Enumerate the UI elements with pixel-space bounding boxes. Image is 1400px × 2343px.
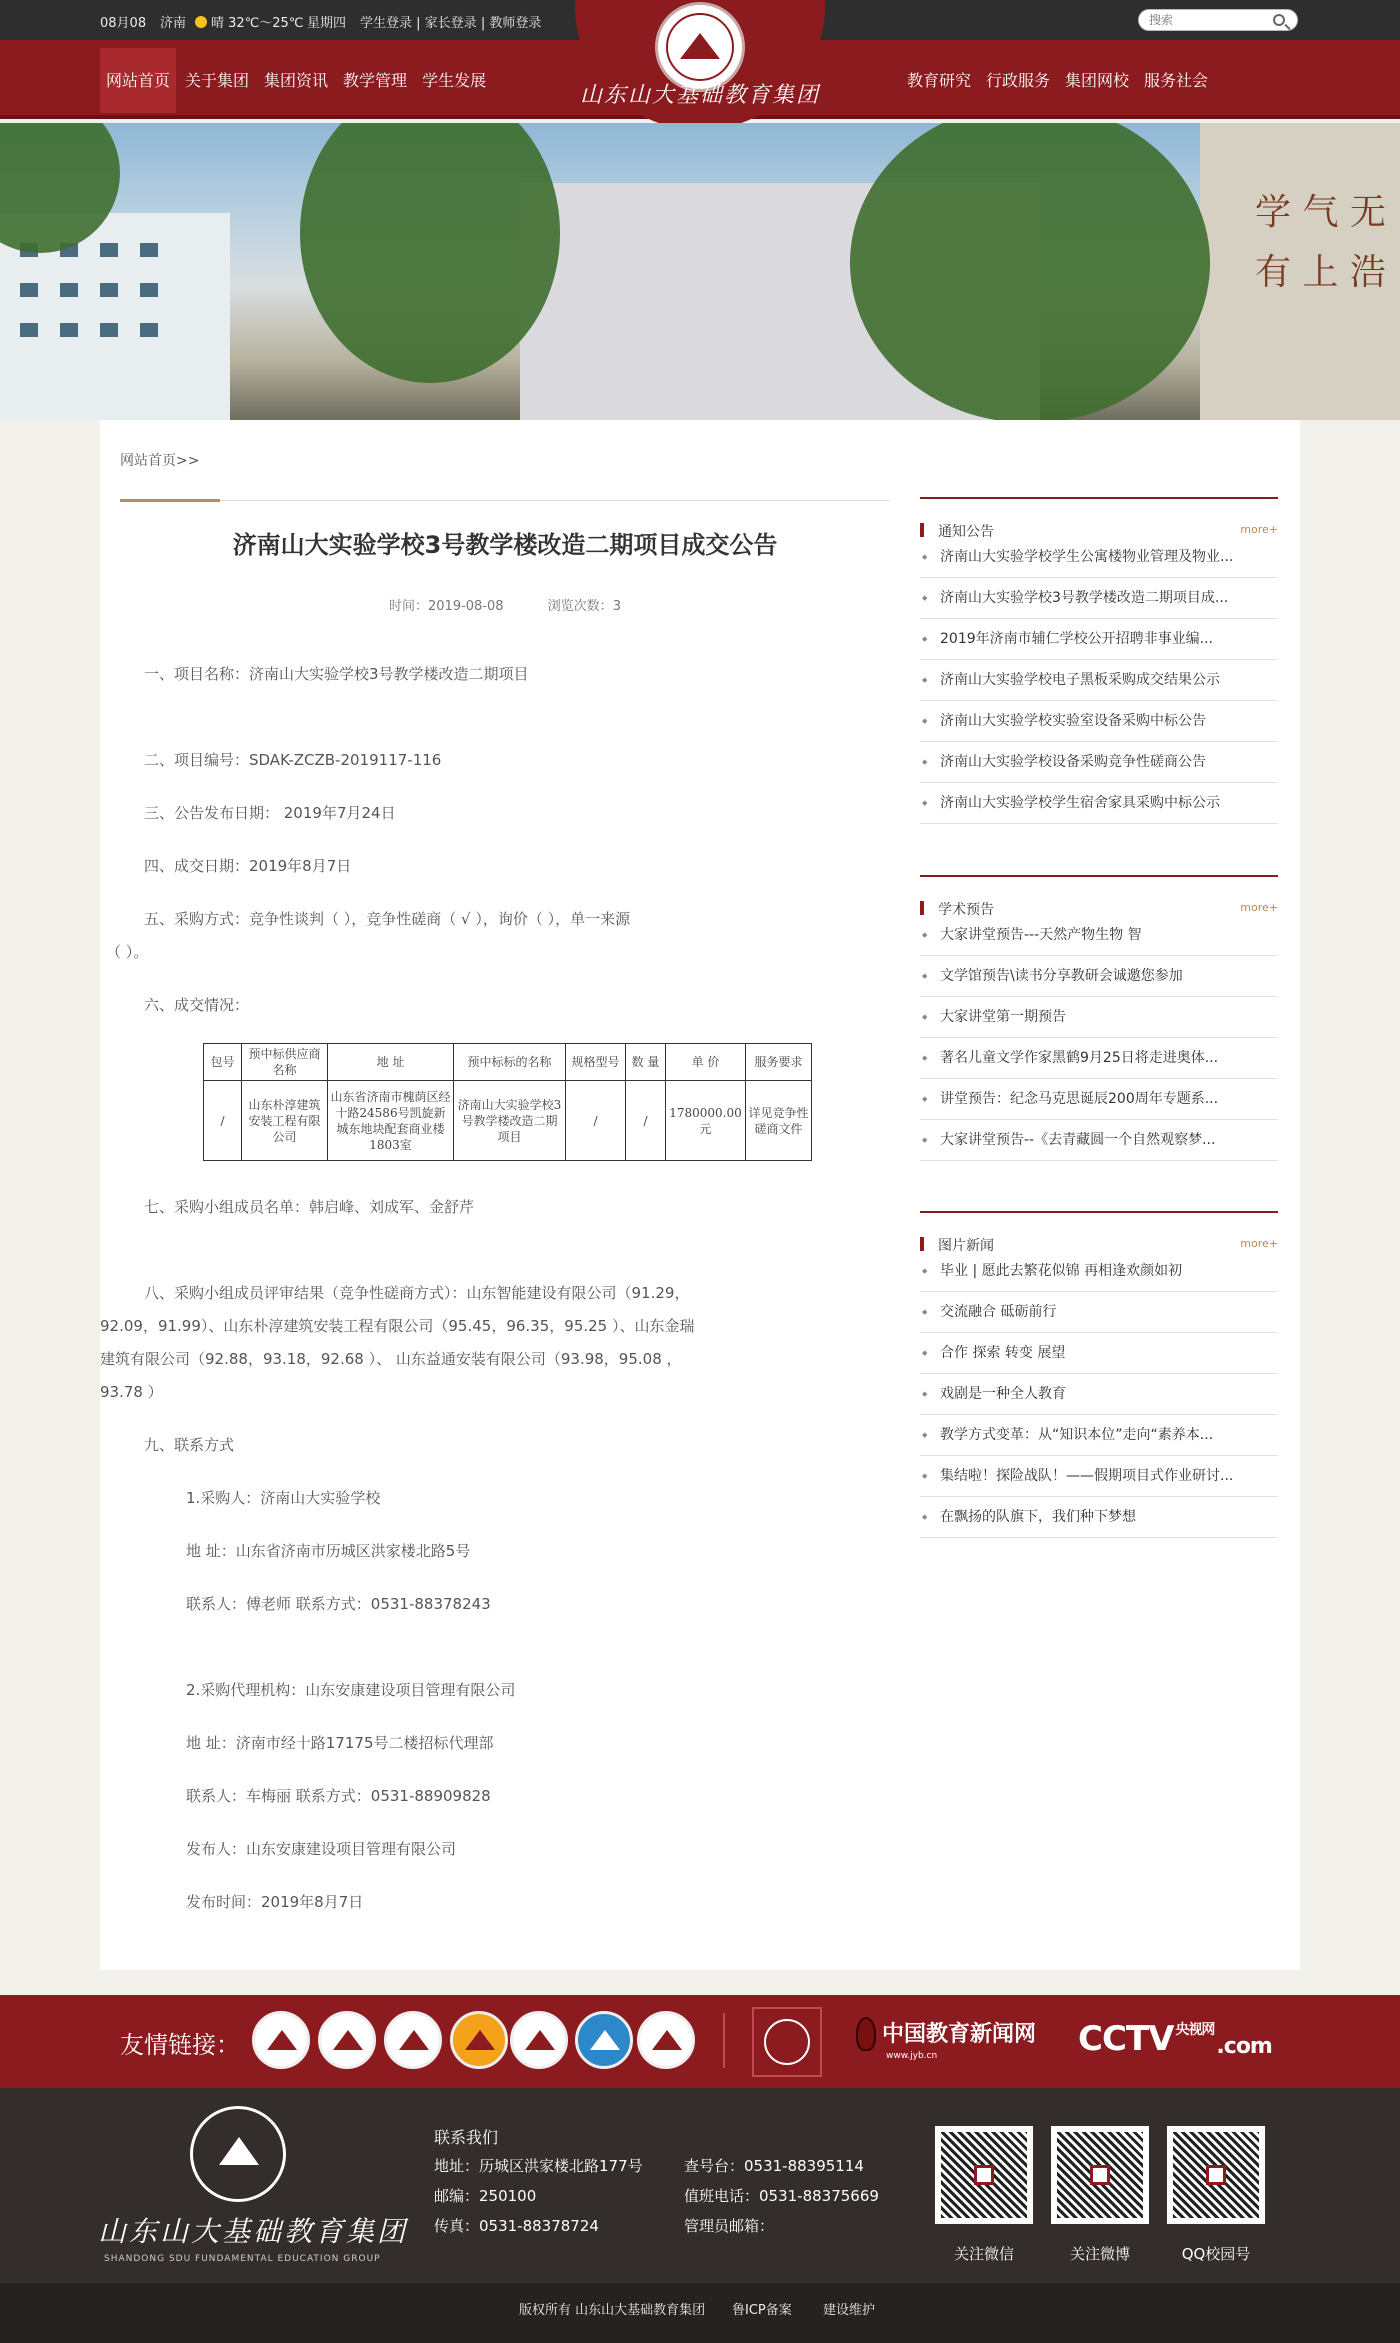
article-title: 济南山大实验学校3号教学楼改造二期项目成交公告 (232, 531, 778, 559)
partner-logo-icon[interactable] (318, 2011, 376, 2069)
article-views: 浏览次数：3 (547, 599, 621, 614)
nav-item-teaching[interactable]: 教学管理 (343, 71, 408, 90)
table-row (204, 1081, 812, 1161)
breadcrumb-divider (120, 500, 890, 501)
table-header-row (204, 1044, 812, 1081)
hero-banner-image (0, 123, 1400, 420)
weibo-label[interactable]: 关注微博 (1069, 2245, 1130, 2263)
edu-news-link[interactable] (856, 2017, 1036, 2061)
student-login-link[interactable]: 学生登录 (360, 16, 413, 31)
article-p16: 发布人：山东安康建设项目管理有限公司 (186, 1840, 457, 1858)
friendly-links-bar (0, 1995, 1400, 2088)
weekday-text: 星期四 (307, 16, 347, 31)
list-item[interactable]: ◆ 毕业 | 愿此去繁花似锦 再相逢欢颜如初 (920, 1251, 1278, 1292)
list-item[interactable]: ◆ 教学方式变革：从“知识本位”走向“素养本... (920, 1415, 1278, 1456)
photo-news-more-link[interactable]: more+ (1240, 1237, 1278, 1250)
group-logo-icon[interactable] (752, 2007, 822, 2077)
article-p7: 七、采购小组成员名单：韩启峰、刘成军、金舒芹 (144, 1198, 475, 1216)
search-box (1138, 9, 1298, 31)
sidebar-notices (920, 497, 1278, 824)
weather-text (195, 12, 303, 31)
nav-right (907, 68, 1223, 91)
contact-title (434, 2123, 498, 2153)
list-item[interactable]: ◆ 济南山大实验学校3号教学楼改造二期项目成... (920, 578, 1278, 619)
copyright-text: 版权所有 山东山大基础教育集团 (519, 2303, 706, 2318)
contact-heading: 联系我们 (434, 2128, 499, 2147)
article-p9: 九、联系方式 (144, 1436, 235, 1454)
city-text: 济南 (160, 16, 187, 31)
academic-more-link[interactable]: more+ (1240, 901, 1278, 914)
cctv-link[interactable] (1078, 2019, 1272, 2059)
icp-link[interactable]: 鲁ICP备案 (732, 2303, 792, 2318)
cctv-com: .com (1216, 2034, 1272, 2059)
brand-logo-text: 山东山大基础教育集团 (579, 83, 820, 108)
article-p12: 联系人：傅老师 联系方式：0531-88378243 (186, 1595, 491, 1613)
table-header: 数 量 (626, 1044, 666, 1081)
nav-item-home[interactable]: 网站首页 (100, 48, 176, 113)
article-p2: 二、项目编号：SDAK-ZCZB-2019117-116 (144, 751, 442, 769)
partner-logo-icon[interactable] (637, 2011, 695, 2069)
nav-item-research[interactable]: 教育研究 (907, 71, 972, 90)
photo-news-header (920, 1211, 1278, 1254)
contact-address: 地址：历城区洪家楼北路177号 (434, 2157, 643, 2175)
article-meta (120, 595, 890, 614)
edu-news-url: www.jyb.cn (886, 2051, 938, 2061)
deal-table (203, 1043, 812, 1161)
footer-brand: 山东山大基础教育集团 (98, 2215, 409, 2248)
login-links: 学生登录 | 家长登录 | 教师登录 (360, 16, 542, 31)
tree-right (850, 123, 1210, 420)
qq-label[interactable]: QQ校园号 (1181, 2245, 1251, 2263)
article-p15: 联系人：车梅丽 联系方式：0531-88909828 (186, 1787, 491, 1805)
nav-item-about[interactable]: 关于集团 (185, 71, 250, 90)
contact-col-1 (434, 2151, 643, 2241)
list-item[interactable]: ◆ 大家讲堂第一期预告 (920, 997, 1278, 1038)
teacher-login-link[interactable]: 教师登录 (489, 16, 542, 31)
list-item[interactable]: ◆ 济南山大实验学校电子黑板采购成交结果公示 (920, 660, 1278, 701)
table-cell: 详见竞争性磋商文件 (746, 1081, 812, 1161)
wall-calligraphy: 学 气 无 有 上 浩 (1255, 192, 1386, 293)
maintenance-link[interactable]: 建设维护 (823, 2303, 876, 2318)
table-header: 地 址 (328, 1044, 454, 1081)
table-header: 服务要求 (746, 1044, 812, 1081)
article-p8d: 93.78 ） (100, 1383, 163, 1401)
table-header: 预中标供应商名称 (242, 1044, 328, 1081)
contact-col-2 (684, 2151, 879, 2241)
wechat-qr-icon[interactable] (935, 2126, 1033, 2224)
academic-header (920, 875, 1278, 918)
list-item[interactable]: ◆ 大家讲堂预告--《去青藏圆一个自然观察梦... (920, 1120, 1278, 1161)
article-p6: 六、成交情况： (144, 996, 250, 1014)
list-item[interactable]: ◆ 讲堂预告：纪念马克思诞辰200周年专题系... (920, 1079, 1278, 1120)
nav-item-online-school[interactable]: 集团网校 (1065, 71, 1130, 90)
article-p5a: 五、采购方式：竞争性谈判（ ），竞争性磋商（ √ ），询价（ ），单一来源 (144, 910, 631, 928)
notices-more-link[interactable]: more+ (1240, 523, 1278, 536)
flame-icon (856, 2017, 876, 2051)
nav-item-admin[interactable]: 行政服务 (986, 71, 1051, 90)
sidebar-photo-news (920, 1211, 1278, 1538)
article-p4: 四、成交日期：2019年8月7日 (144, 857, 352, 875)
table-cell: 1780000.00元 (666, 1081, 746, 1161)
footer-brand-en: SHANDONG SDU FUNDAMENTAL EDUCATION GROUP (104, 2254, 381, 2264)
parent-login-link[interactable]: 家长登录 (424, 16, 477, 31)
table-cell: / (204, 1081, 242, 1161)
table-cell: / (626, 1081, 666, 1161)
list-item[interactable]: ◆ 著名儿童文学作家黑鹤9月25日将走进奥体... (920, 1038, 1278, 1079)
nav-item-news[interactable]: 集团资讯 (264, 71, 329, 90)
qq-qr-icon[interactable] (1167, 2126, 1265, 2224)
list-item[interactable]: ◆ 济南山大实验学校实验室设备采购中标公告 (920, 701, 1278, 742)
wechat-label[interactable]: 关注微信 (953, 2245, 1014, 2263)
contact-info-line: 查号台：0531-88395114 (684, 2157, 864, 2175)
article-p8c: 建筑有限公司（92.88，93.18，92.68 ）、 山东益通安装有限公司（93.98，95.08 ， (100, 1350, 682, 1368)
article-time: 时间：2019-08-08 (389, 599, 504, 614)
footer (0, 2088, 1400, 2283)
article-p8a: 八、采购小组成员评审结果（竞争性磋商方式）：山东智能建设有限公司（91.29， (144, 1284, 690, 1302)
nav-item-service[interactable]: 服务社会 (1144, 71, 1209, 90)
search-icon[interactable] (1273, 14, 1285, 26)
notices-header (920, 497, 1278, 540)
partner-logo-icon[interactable] (252, 2011, 310, 2069)
photo-news-title: 图片新闻 (938, 1235, 994, 1255)
list-item[interactable]: ◆ 文学馆预告\读书分享教研会诚邀您参加 (920, 956, 1278, 997)
table-header: 预中标标的名称 (454, 1044, 566, 1081)
contact-postcode: 邮编：250100 (434, 2187, 537, 2205)
table-cell: 济南山大实验学校3号教学楼改造二期项目 (454, 1081, 566, 1161)
date-text: 08月08 (100, 16, 147, 31)
article-p5b: （ ）。 (106, 943, 149, 961)
sidebar-academic (920, 875, 1278, 1161)
list-item[interactable]: ◆ 戏剧是一种全人教育 (920, 1374, 1278, 1415)
table-cell: 山东省济南市槐荫区经十路24586号凯旋新城东地块配套商业楼1803室 (328, 1081, 454, 1161)
nav-item-students[interactable]: 学生发展 (422, 71, 487, 90)
partner-logo-icon[interactable] (510, 2011, 568, 2069)
copyright-bar (0, 2283, 1400, 2343)
table-header: 单 价 (666, 1044, 746, 1081)
list-item[interactable]: ◆ 2019年济南市辅仁学校公开招聘非事业编... (920, 619, 1278, 660)
list-item[interactable]: ◆ 交流融合 砥砺前行 (920, 1292, 1278, 1333)
friendly-links-label: 友情链接： (120, 2031, 240, 2059)
article-p11: 地 址：山东省济南市历城区洪家楼北路5号 (186, 1542, 471, 1560)
table-cell: / (566, 1081, 626, 1161)
links-divider (723, 2013, 725, 2068)
weibo-qr-icon[interactable] (1051, 2126, 1149, 2224)
partner-logo-icon[interactable] (384, 2011, 442, 2069)
article-p14: 地 址：济南市经十路17175号二楼招标代理部 (186, 1734, 494, 1752)
list-item[interactable]: ◆ 大家讲堂预告---天然产物生物 智 (920, 915, 1278, 956)
cctv-text: CCTV (1078, 2019, 1174, 2059)
article-p1: 一、项目名称：济南山大实验学校3号教学楼改造二期项目 (144, 665, 529, 683)
footer-emblem-icon (190, 2106, 286, 2202)
edu-news-name: 中国教育新闻网 (882, 2022, 1037, 2047)
contact-fax: 传真：0531-88378724 (434, 2217, 599, 2235)
list-item[interactable]: ◆ 济南山大实验学校学生宿舍家具采购中标公示 (920, 783, 1278, 824)
article-p10: 1.采购人：济南山大实验学校 (186, 1489, 381, 1507)
list-item[interactable]: ◆ 集结啦！探险战队！——假期项目式作业研讨... (920, 1456, 1278, 1497)
breadcrumb[interactable]: 网站首页>> (120, 453, 200, 469)
partner-logo-icon[interactable] (575, 2011, 633, 2069)
nav-left (106, 68, 501, 113)
academic-title: 学术预告 (938, 899, 994, 919)
weather-value: 晴 32℃～25℃ (211, 16, 304, 31)
search-input[interactable] (1149, 13, 1269, 27)
article-p3: 三、公告发布日期： 2019年7月24日 (144, 804, 396, 822)
partner-logo-icon[interactable] (450, 2011, 508, 2069)
article-p13: 2.采购代理机构：山东安康建设项目管理有限公司 (186, 1681, 516, 1699)
article-p17: 发布时间：2019年8月7日 (186, 1893, 364, 1911)
table-cell: 山东朴淳建筑安装工程有限公司 (242, 1081, 328, 1161)
list-item[interactable]: ◆ 济南山大实验学校设备采购竞争性磋商公告 (920, 742, 1278, 783)
contact-admin-email: 管理员邮箱： (684, 2217, 775, 2235)
table-header: 包号 (204, 1044, 242, 1081)
list-item[interactable]: ◆ 济南山大实验学校学生公寓楼物业管理及物业... (920, 537, 1278, 578)
list-item[interactable]: ◆ 合作 探索 转变 展望 (920, 1333, 1278, 1374)
sun-icon (195, 16, 207, 28)
content-panel (100, 420, 1300, 1970)
article-p8b: 92.09，91.99）、山东朴淳建筑安装工程有限公司（95.45，96.35，95.25 ）、山东金瑞 (100, 1317, 695, 1335)
list-item[interactable]: ◆ 在飘扬的队旗下，我们种下梦想 (920, 1497, 1278, 1538)
contact-duty-phone: 值班电话：0531-88375669 (684, 2187, 879, 2205)
cctv-sub: 央视网 (1175, 2022, 1215, 2038)
notices-title: 通知公告 (938, 521, 994, 541)
table-header: 规格型号 (566, 1044, 626, 1081)
